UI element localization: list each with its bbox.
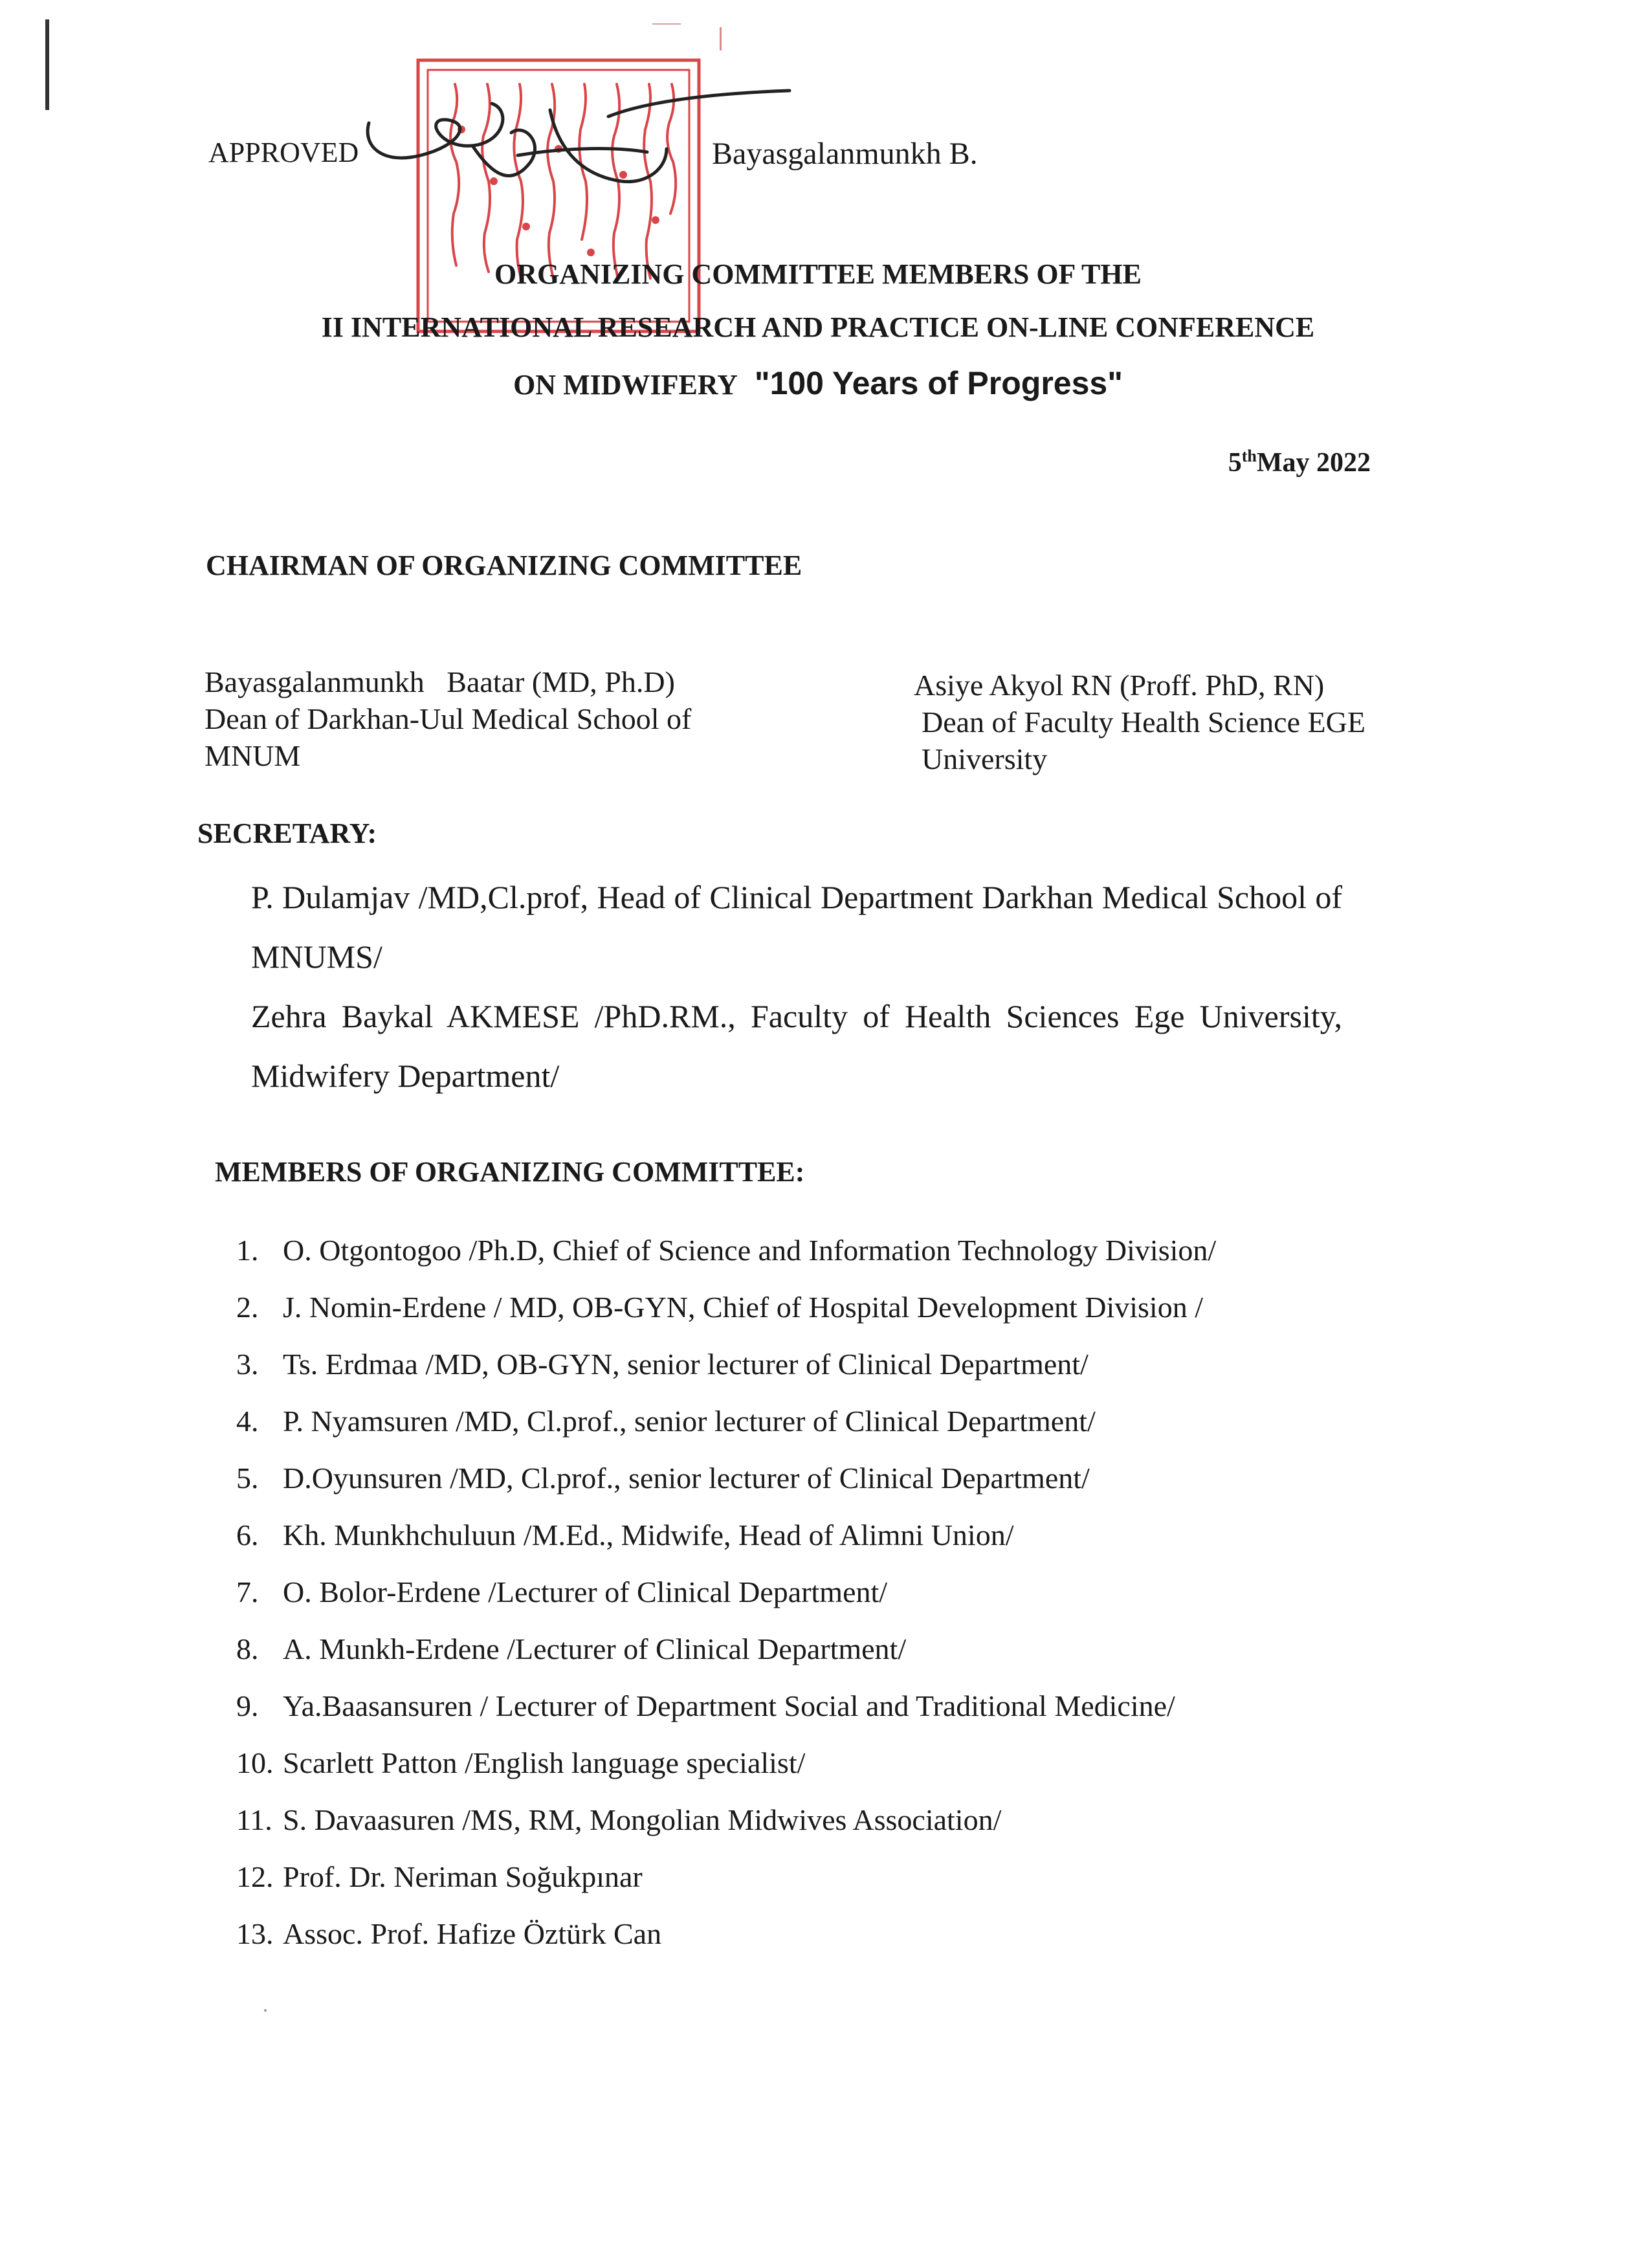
conference-theme: "100 Years of Progress" <box>754 365 1123 401</box>
list-item <box>236 1678 1216 1735</box>
document-date <box>1228 447 1371 478</box>
date-day: 5 <box>1228 448 1242 478</box>
chairman-left-title: Dean of Darkhan-Uul Medical School of <box>204 702 692 735</box>
scan-edge-mark <box>45 19 49 110</box>
document-title-line-1: ORGANIZING COMMITTEE MEMBERS OF THE <box>494 258 1142 290</box>
member-number: 3. <box>236 1348 259 1381</box>
member-text: D.Oyunsuren /MD, Cl.prof., senior lecturer of Clinical Department/ <box>283 1462 1090 1495</box>
list-item <box>236 1279 1216 1336</box>
approved-label: APPROVED <box>208 137 359 168</box>
list-item <box>236 1849 1216 1906</box>
member-text: S. Davaasuren /MS, RM, Mongolian Midwives Association/ <box>283 1803 1002 1836</box>
member-text: A. Munkh-Erdene /Lecturer of Clinical Department/ <box>283 1632 907 1665</box>
scan-tick-mark <box>652 23 681 25</box>
scan-tick-mark <box>720 27 722 50</box>
member-number: 5. <box>236 1462 259 1495</box>
list-item <box>236 1222 1216 1279</box>
list-item <box>236 1336 1216 1393</box>
member-text: Ts. Erdmaa /MD, OB-GYN, senior lecturer of Clinical Department/ <box>283 1348 1089 1381</box>
chairman-right-block <box>914 667 1365 777</box>
list-item <box>236 1792 1216 1849</box>
approver-name: Bayasgalanmunkh B. <box>712 137 978 171</box>
member-number: 9. <box>236 1689 259 1722</box>
member-text: Scarlett Patton /English language specialist/ <box>283 1746 806 1779</box>
member-number: 12. <box>236 1860 274 1893</box>
list-item <box>236 1735 1216 1792</box>
secretary-heading: SECRETARY: <box>197 817 377 849</box>
member-text: J. Nomin-Erdene / MD, OB-GYN, Chief of Hospital Development Division / <box>283 1291 1203 1324</box>
chairman-left-name: Bayasgalanmunkh Baatar (MD, Ph.D) <box>204 665 675 698</box>
secretary-list <box>251 867 1342 1106</box>
list-item <box>236 1564 1216 1621</box>
chairman-right-title-cont: University <box>922 742 1048 775</box>
member-number: 11. <box>236 1803 272 1836</box>
date-suffix: th <box>1241 447 1257 465</box>
member-number: 1. <box>236 1234 259 1267</box>
date-month-year: May 2022 <box>1256 448 1371 478</box>
member-text: Prof. Dr. Neriman Soğukpınar <box>283 1860 643 1893</box>
member-text: Kh. Munkhchuluun /M.Ed., Midwife, Head of Alimni Union/ <box>283 1518 1014 1551</box>
secretary-item: P. Dulamjav /MD,Cl.prof, Head of Clinical Department Darkhan Medical School of MNUMS/ <box>251 879 1342 975</box>
list-item <box>236 1507 1216 1564</box>
member-text: O. Bolor-Erdene /Lecturer of Clinical Department/ <box>283 1575 888 1608</box>
member-number: 4. <box>236 1405 259 1438</box>
member-number: 6. <box>236 1518 259 1551</box>
chairman-heading: CHAIRMAN OF ORGANIZING COMMITTEE <box>206 550 802 581</box>
member-number: 10. <box>236 1746 274 1779</box>
scan-speck <box>264 2009 267 2012</box>
member-text: P. Nyamsuren /MD, Cl.prof., senior lecturer of Clinical Department/ <box>283 1405 1096 1438</box>
document-title-line-2: II INTERNATIONAL RESEARCH AND PRACTICE ON-LINE CONFERENCE <box>321 311 1315 343</box>
chairman-left-block <box>204 663 691 774</box>
list-item <box>236 1393 1216 1450</box>
list-item <box>236 1621 1216 1678</box>
title-prefix: ON MIDWIFERY <box>513 369 738 401</box>
list-item <box>236 1450 1216 1507</box>
member-number: 13. <box>236 1917 274 1950</box>
member-text: Ya.Baasansuren / Lecturer of Department Social and Traditional Medicine/ <box>283 1689 1175 1722</box>
member-number: 8. <box>236 1632 259 1665</box>
chairman-right-title: Dean of Faculty Health Science EGE <box>922 706 1365 739</box>
list-item <box>236 1906 1216 1962</box>
member-number: 2. <box>236 1291 259 1324</box>
members-list <box>236 1222 1216 1962</box>
secretary-item: Zehra Baykal AKMESE /PhD.RM., Faculty of Health Sciences Ege University, Midwifery Department/ <box>251 998 1342 1094</box>
chairman-right-name: Asiye Akyol RN (Proff. PhD, RN) <box>914 669 1325 702</box>
members-heading: MEMBERS OF ORGANIZING COMMITTEE: <box>215 1156 805 1188</box>
member-text: O. Otgontogoo /Ph.D, Chief of Science and Information Technology Division/ <box>283 1234 1217 1267</box>
member-number: 7. <box>236 1575 259 1608</box>
chairman-left-title-cont: MNUM <box>204 739 301 772</box>
document-title-line-3 <box>0 364 1636 402</box>
member-text: Assoc. Prof. Hafize Öztürk Can <box>283 1917 662 1950</box>
